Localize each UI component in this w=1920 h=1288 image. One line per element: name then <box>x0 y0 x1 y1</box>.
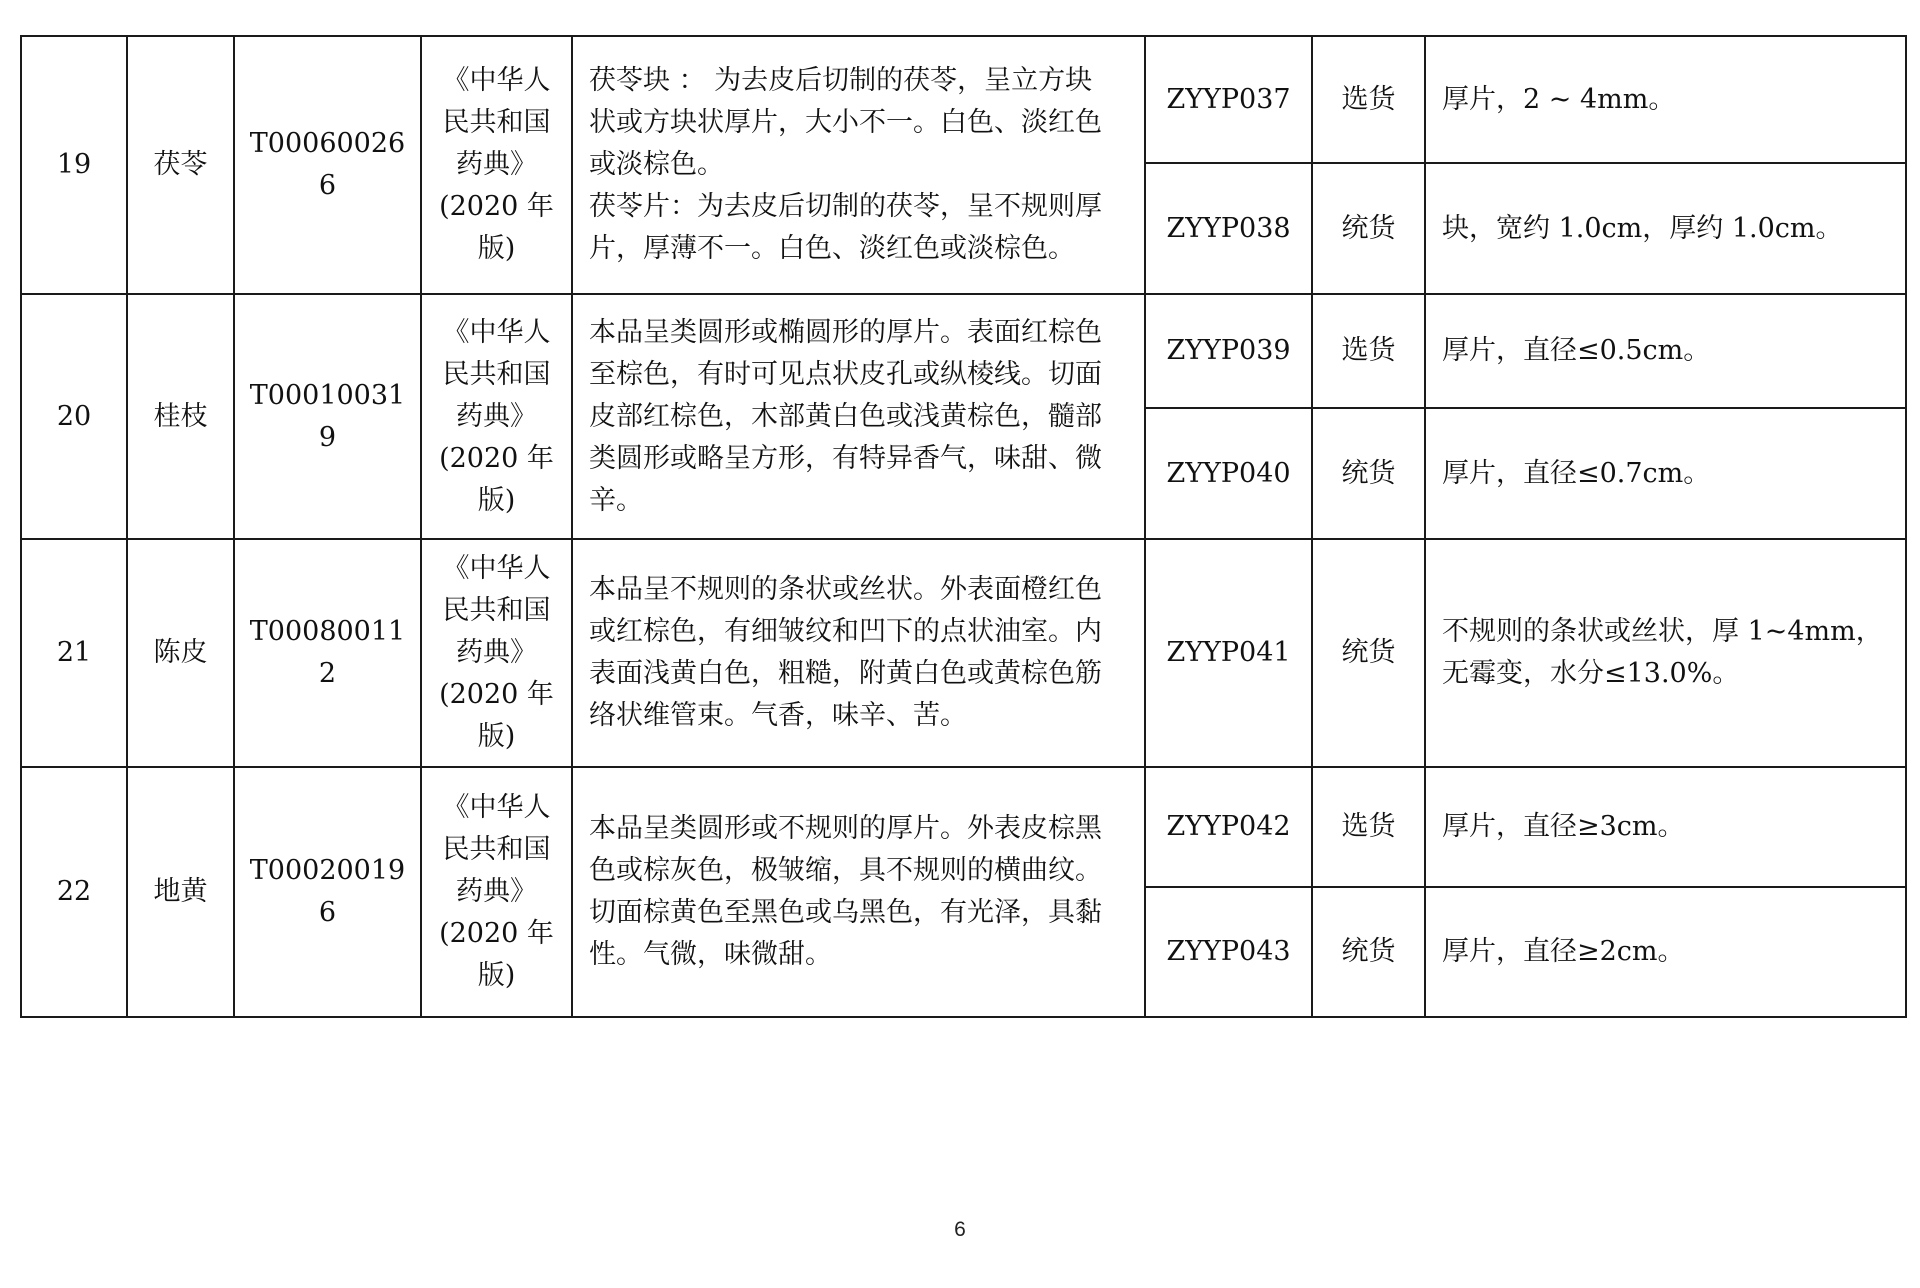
description-line: 至棕色，有时可见点状皮孔或纵棱线。切面 <box>589 358 1102 390</box>
grade-code: ZYYP039 <box>1145 294 1312 408</box>
grade-type: 统货 <box>1312 163 1425 294</box>
standard-reference <box>421 767 572 1017</box>
herb-code: T000200196 <box>234 767 421 1017</box>
standard-line: 药典》 <box>456 637 537 668</box>
herb-description <box>572 294 1145 539</box>
grade-code: ZYYP042 <box>1145 767 1312 887</box>
herb-name: 茯苓 <box>127 36 234 294</box>
standard-line: 版) <box>477 484 516 516</box>
standard-line: 药典》 <box>456 876 537 907</box>
description-line: 表面浅黄白色，粗糙，附黄白色或黄棕色筋 <box>589 658 1102 689</box>
grade-code: ZYYP043 <box>1145 887 1312 1017</box>
standard-line: (2020 年 <box>439 442 554 474</box>
grade-spec: 块，宽约 1.0cm，厚约 1.0cm。 <box>1425 163 1906 294</box>
standard-line: 民共和国 <box>442 358 551 390</box>
grade-type: 选货 <box>1312 36 1425 163</box>
table-row <box>21 539 1906 767</box>
description-line: 片，厚薄不一。白色、淡红色或淡棕色。 <box>589 233 1075 264</box>
standard-line: 药典》 <box>456 149 537 180</box>
standard-line: 版) <box>477 233 516 264</box>
herb-code: T000600266 <box>234 36 421 294</box>
description-line: 茯苓片：为去皮后切制的茯苓，呈不规则厚 <box>589 191 1102 222</box>
grade-code: ZYYP037 <box>1145 36 1312 163</box>
standard-reference <box>421 539 572 767</box>
description-line: 状或方块状厚片，大小不一。白色、淡红色 <box>589 107 1102 138</box>
herb-description <box>572 539 1145 767</box>
description-line: 辛。 <box>589 484 643 516</box>
description-line: 或红棕色，有细皱纹和凹下的点状油室。内 <box>589 616 1102 647</box>
standard-line: 民共和国 <box>442 834 551 865</box>
grade-spec: 厚片，直径≥3cm。 <box>1425 767 1906 887</box>
standard-line: (2020 年 <box>439 679 554 710</box>
grade-type: 统货 <box>1312 887 1425 1017</box>
table-row <box>21 767 1906 887</box>
grade-type: 统货 <box>1312 408 1425 539</box>
row-number: 19 <box>21 36 127 294</box>
description-line: 色或棕灰色，极皱缩，具不规则的横曲纹。 <box>589 855 1102 886</box>
grade-code: ZYYP038 <box>1145 163 1312 294</box>
grade-spec: 不规则的条状或丝状，厚 1~4mm，无霉变，水分≤13.0%。 <box>1425 539 1906 767</box>
standard-line: 《中华人 <box>442 316 551 348</box>
grade-spec: 厚片，2 ~ 4mm。 <box>1425 36 1906 163</box>
standard-reference <box>421 36 572 294</box>
standard-line: (2020 年 <box>439 918 554 949</box>
grade-type: 选货 <box>1312 294 1425 408</box>
description-line: 性。气微，味微甜。 <box>589 939 832 970</box>
standard-line: 版) <box>477 960 516 991</box>
row-number: 20 <box>21 294 127 539</box>
herb-name: 桂枝 <box>127 294 234 539</box>
description-line: 或淡棕色。 <box>589 149 724 180</box>
grade-spec: 厚片，直径≥2cm。 <box>1425 887 1906 1017</box>
grade-code: ZYYP041 <box>1145 539 1312 767</box>
standard-line: 民共和国 <box>442 107 551 138</box>
description-line: 茯苓块 ： 为去皮后切制的茯苓，呈立方块 <box>589 65 1093 96</box>
description-line: 本品呈类圆形或椭圆形的厚片。表面红棕色 <box>589 316 1102 348</box>
page-number: 6 <box>954 1218 966 1241</box>
description-line: 本品呈类圆形或不规则的厚片。外表皮棕黑 <box>589 813 1102 844</box>
description-line: 本品呈不规则的条状或丝状。外表面橙红色 <box>589 574 1102 605</box>
standard-line: 《中华人 <box>442 553 551 584</box>
standard-line: 版) <box>477 721 516 752</box>
herb-code: T000100319 <box>234 294 421 539</box>
grade-code: ZYYP040 <box>1145 408 1312 539</box>
standard-line: 《中华人 <box>442 65 551 96</box>
description-line: 皮部红棕色，木部黄白色或浅黄棕色，髓部 <box>589 400 1102 432</box>
grade-type: 统货 <box>1312 539 1425 767</box>
herb-code: T000800112 <box>234 539 421 767</box>
standard-reference <box>421 294 572 539</box>
table-row <box>21 294 1906 408</box>
row-number: 22 <box>21 767 127 1017</box>
grade-type: 选货 <box>1312 767 1425 887</box>
herb-spec-table <box>20 35 1907 1018</box>
herb-description <box>572 36 1145 294</box>
herb-description <box>572 767 1145 1017</box>
row-number: 21 <box>21 539 127 767</box>
grade-spec: 厚片，直径≤0.7cm。 <box>1425 408 1906 539</box>
herb-name: 陈皮 <box>127 539 234 767</box>
standard-line: 《中华人 <box>442 792 551 823</box>
herb-name: 地黄 <box>127 767 234 1017</box>
grade-spec: 厚片，直径≤0.5cm。 <box>1425 294 1906 408</box>
standard-line: 民共和国 <box>442 595 551 626</box>
standard-line: (2020 年 <box>439 191 554 222</box>
standard-line: 药典》 <box>456 400 537 432</box>
description-line: 络状维管束。气香，味辛、苦。 <box>589 700 967 731</box>
description-line: 类圆形或略呈方形，有特异香气，味甜、微 <box>589 442 1102 474</box>
description-line: 切面棕黄色至黑色或乌黑色，有光泽，具黏 <box>589 897 1102 928</box>
table-row <box>21 36 1906 163</box>
